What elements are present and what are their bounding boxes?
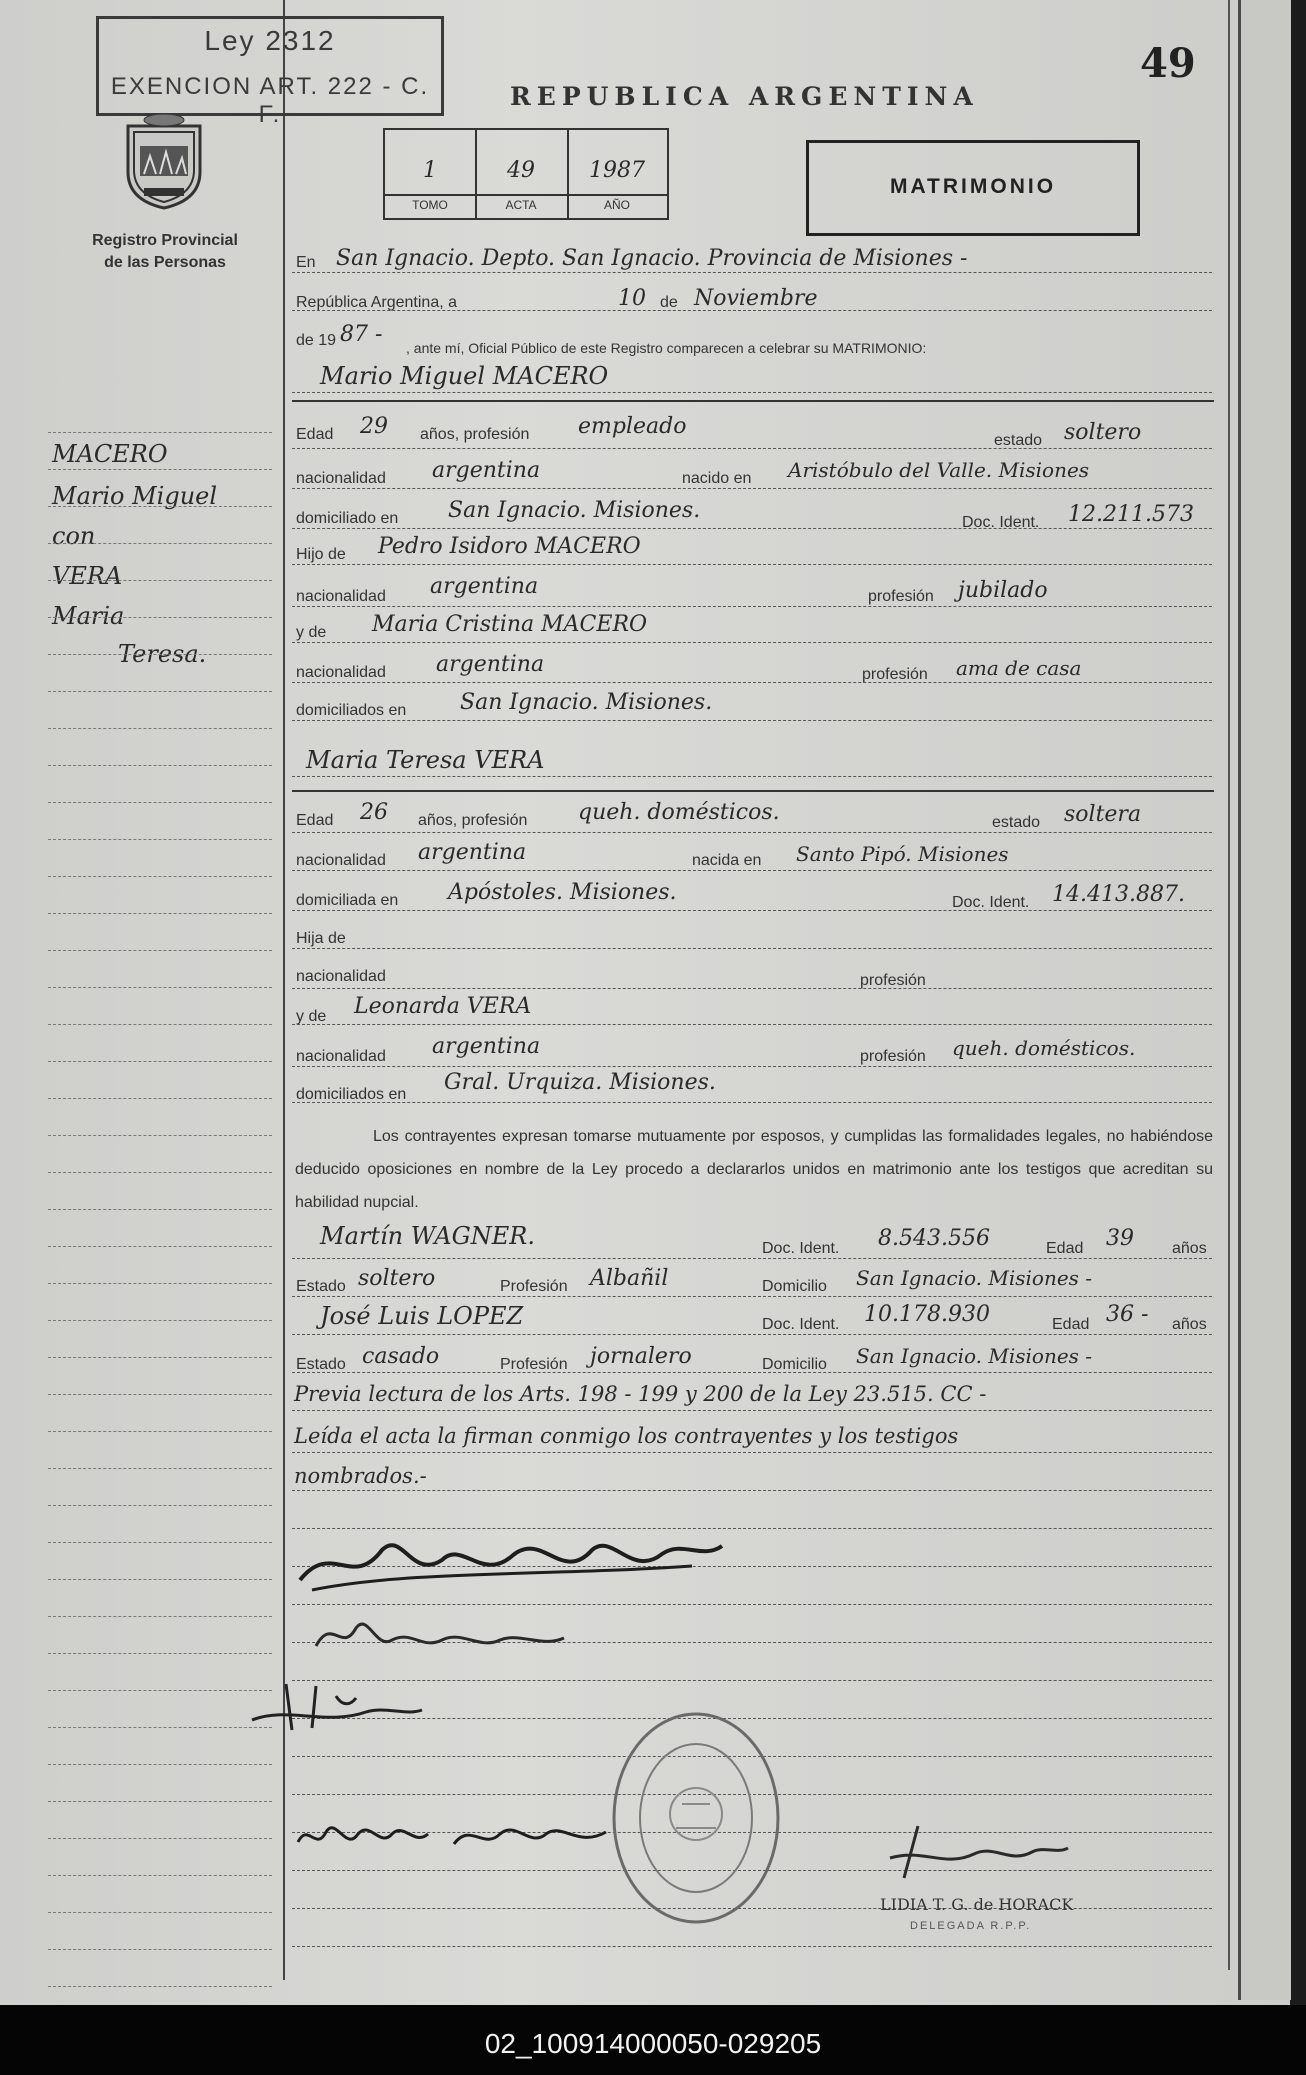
witness1-domicilio: San Ignacio. Misiones - (856, 1266, 1093, 1290)
groom-padre-prof: jubilado (958, 578, 1048, 603)
closing-note-line: Leída el acta la firman conmigo los contrayentes y los testigos (294, 1424, 959, 1448)
margin-rule (48, 1801, 272, 1802)
groom-domicilio: San Ignacio. Misiones. (448, 498, 701, 523)
margin-rule (48, 987, 272, 988)
groom-nacido: Aristóbulo del Valle. Misiones (788, 458, 1090, 482)
rule (292, 870, 1212, 871)
margin-rule (48, 654, 272, 655)
witness1-signature-icon (294, 1812, 614, 1862)
country-title: REPUBLICA ARGENTINA (510, 82, 979, 111)
rule (292, 1024, 1212, 1025)
margin-rule (48, 1764, 272, 1765)
margin-note-line: VERA (52, 562, 123, 590)
margin-rule (48, 1357, 272, 1358)
closing-note-line: Previa lectura de los Arts. 198 - 199 y 200 de la Ley 23.515. CC - (294, 1382, 987, 1406)
bride-madre: Leonarda VERA (354, 994, 532, 1019)
anio-label: AÑO (567, 194, 667, 212)
witness2-estado-label: Estado (296, 1356, 346, 1373)
groom-profesion: empleado (578, 414, 687, 439)
witness2-name: José Luis LOPEZ (320, 1302, 524, 1330)
bride-nacida: Santo Pipó. Misiones (796, 842, 1009, 866)
margin-rule (48, 469, 272, 470)
bride-hija-label: Hija de (296, 930, 346, 947)
margin-rule (48, 1986, 272, 1987)
bride-padre-prof-label: profesión (860, 972, 926, 989)
groom-madre-nac: argentina (436, 652, 545, 677)
groom-name: Mario Miguel MACERO (320, 362, 609, 390)
groom-nacido-label: nacido en (682, 470, 752, 487)
margin-rule (48, 1949, 272, 1950)
margin-rule (48, 432, 272, 433)
anio-cell (567, 130, 667, 218)
rule (292, 392, 1212, 393)
rule (292, 1680, 1212, 1681)
rule (292, 682, 1212, 683)
section-divider (292, 790, 1214, 792)
rule (292, 1604, 1212, 1605)
margin-rule (48, 617, 272, 618)
margin-rule (48, 765, 272, 766)
margin-rule (48, 1024, 272, 1025)
groom-padre-nac: argentina (430, 574, 539, 599)
margin-rule (48, 1838, 272, 1839)
bride-nacida-label: nacida en (692, 852, 762, 869)
rule (292, 310, 1212, 311)
witness2-profesion-label: Profesión (500, 1356, 568, 1373)
bride-padres-dom: Gral. Urquiza. Misiones. (444, 1070, 716, 1095)
closing-note-line: nombrados.- (294, 1464, 427, 1488)
witness1-estado-label: Estado (296, 1278, 346, 1295)
margin-rule (48, 802, 272, 803)
acta-cell (475, 130, 569, 218)
groom-madre: Maria Cristina MACERO (372, 612, 648, 637)
rule (292, 642, 1212, 643)
rule (292, 606, 1212, 607)
margin-rule (48, 1135, 272, 1136)
rule (292, 910, 1212, 911)
witness1-profesion-label: Profesión (500, 1278, 568, 1295)
rule (292, 1946, 1212, 1947)
margin-rule (48, 1542, 272, 1543)
groom-profesion-label: años, profesión (420, 426, 530, 443)
margin-rule (48, 876, 272, 877)
registry-name (50, 230, 280, 274)
anio-value: 1987 (589, 158, 645, 183)
bride-nacionalidad: argentina (418, 840, 527, 865)
witness2-anios-label: años (1172, 1316, 1207, 1333)
rule (292, 776, 1212, 777)
margin-rule (48, 839, 272, 840)
acta-label: ACTA (475, 194, 567, 212)
right-border (1228, 0, 1230, 1970)
de-label: de (660, 294, 678, 311)
rule (292, 1372, 1212, 1373)
bride-padre-nac-label: nacionalidad (296, 968, 386, 985)
margin-note-line: Mario Miguel (52, 482, 218, 510)
margin-rule (48, 950, 272, 951)
bride-estado: soltera (1064, 802, 1142, 827)
margin-rule (48, 1209, 272, 1210)
rule (292, 1066, 1212, 1067)
groom-edad-label: Edad (296, 426, 334, 443)
rule (292, 272, 1212, 273)
margin-rule (48, 1431, 272, 1432)
groom-nacionalidad-label: nacionalidad (296, 470, 386, 487)
margin-rule (48, 1061, 272, 1062)
witness2-profesion: jornalero (590, 1344, 692, 1369)
groom-padre-nac-label: nacionalidad (296, 588, 386, 605)
groom-padres-dom: San Ignacio. Misiones. (460, 690, 713, 715)
page-edge (1238, 0, 1291, 2000)
bride-domicilio-label: domiciliada en (296, 892, 399, 909)
rule (292, 488, 1212, 489)
margin-rule (48, 1912, 272, 1913)
witness2-signature-icon (246, 1676, 426, 1736)
rule (292, 832, 1212, 833)
groom-domicilio-label: domiciliado en (296, 510, 399, 527)
margin-rule (48, 1616, 272, 1617)
exemption-stamp (96, 16, 444, 128)
margin-rule (48, 1875, 272, 1876)
bride-profesion: queh. domésticos. (578, 800, 780, 825)
rule (292, 720, 1212, 721)
groom-doc: 12.211.573 (1068, 502, 1194, 527)
margin-rule (48, 1727, 272, 1728)
witness1-edad-label: Edad (1046, 1240, 1084, 1257)
witness1-profesion: Albañil (590, 1266, 669, 1291)
place-value: San Ignacio. Depto. San Ignacio. Provincia de Misiones - (336, 246, 968, 271)
groom-madre-nac-label: nacionalidad (296, 664, 386, 681)
bride-padres-dom-label: domiciliados en (296, 1086, 407, 1103)
acta-value: 49 (507, 158, 535, 183)
bride-signature-icon (312, 1610, 572, 1660)
bride-doc-label: Doc. Ident. (952, 894, 1030, 911)
groom-nacionalidad: argentina (432, 458, 541, 483)
witness2-doc-label: Doc. Ident. (762, 1316, 840, 1333)
witness1-name: Martín WAGNER. (320, 1222, 535, 1250)
margin-rule (48, 1505, 272, 1506)
margin-note-line: con (52, 522, 96, 550)
rule (292, 988, 1212, 989)
margin-rule (48, 1283, 272, 1284)
margin-rule (48, 1098, 272, 1099)
witness1-doc: 8.543.556 (878, 1226, 990, 1251)
republica-label: República Argentina, a (296, 294, 457, 311)
margin-rule (48, 1394, 272, 1395)
margin-rule (48, 1246, 272, 1247)
bride-profesion-label: años, profesión (418, 812, 528, 829)
officer-role: DELEGADA R.P.P. (910, 1920, 1032, 1932)
oficial-text: , ante mí, Oficial Público de este Registro comparecen a celebrar su MATRIMONIO: (406, 340, 927, 356)
bride-name: Maria Teresa VERA (306, 746, 545, 774)
en-label: En (296, 254, 316, 271)
stamp-exemption: EXENCION ART. 222 - C. F. (110, 73, 430, 128)
declaration-body: Los contrayentes expresan tomarse mutuamente por esposos, y cumplidas las formalidades legales, no habiéndose deducido oposiciones en nombre de la Ley procedo a declararlos unidos en matrimonio ante los testigos que acreditan su habilidad nupcial. (295, 1128, 1213, 1211)
witness2-domicilio: San Ignacio. Misiones - (856, 1344, 1093, 1368)
page-number: 49 (1140, 40, 1196, 87)
rule (292, 1102, 1212, 1103)
witness1-doc-label: Doc. Ident. (762, 1240, 840, 1257)
rule (292, 948, 1212, 949)
tomo-label: TOMO (385, 194, 475, 212)
margin-rule (48, 728, 272, 729)
scan-file-code: 02_100914000050-029205 (484, 2028, 822, 2059)
bride-madre-prof-label: profesión (860, 1048, 926, 1065)
groom-estado: soltero (1064, 420, 1142, 445)
witness2-estado: casado (362, 1344, 440, 1369)
rule (292, 1258, 1212, 1259)
year-suffix: 87 - (340, 322, 383, 347)
witness2-doc: 10.178.930 (864, 1302, 990, 1327)
witness2-edad: 36 - (1106, 1302, 1149, 1327)
groom-padre: Pedro Isidoro MACERO (378, 534, 641, 559)
margin-note-line: MACERO (52, 440, 168, 468)
rule (292, 448, 1212, 449)
declaration-text (295, 1120, 1213, 1219)
margin-rule (48, 1320, 272, 1321)
bride-yde-label: y de (296, 1008, 327, 1025)
stamp-law: Ley 2312 (204, 25, 336, 56)
month-value: Noviembre (694, 286, 818, 311)
groom-signature-icon (292, 1520, 732, 1600)
year-prefix: de 19 (296, 332, 337, 349)
registry-seal-icon (610, 1708, 782, 1928)
bride-edad: 26 (360, 800, 388, 825)
margin-rule (48, 1468, 272, 1469)
bride-nacionalidad-label: nacionalidad (296, 852, 386, 869)
officer-signature-icon (884, 1818, 1074, 1888)
rule (292, 1410, 1212, 1411)
margin-rule (48, 543, 272, 544)
bride-madre-prof: queh. domésticos. (952, 1036, 1136, 1060)
witness2-domicilio-label: Domicilio (762, 1356, 827, 1373)
registry-name-line1: Registro Provincial (92, 232, 238, 249)
groom-edad: 29 (360, 414, 388, 439)
provincial-emblem-icon (118, 112, 210, 212)
groom-estado-label: estado (994, 432, 1043, 449)
margin-rule (48, 1579, 272, 1580)
margin-note-line: Maria (52, 602, 125, 630)
acta-reference-table (383, 128, 669, 220)
tomo-cell (385, 130, 477, 218)
witness1-edad: 39 (1106, 1226, 1134, 1251)
witness1-estado: soltero (358, 1266, 436, 1291)
groom-yde-label: y de (296, 624, 327, 641)
margin-rule (48, 506, 272, 507)
margin-rule (48, 1172, 272, 1173)
groom-padres-dom-label: domiciliados en (296, 702, 407, 719)
rule (292, 1296, 1212, 1297)
act-type-box (806, 140, 1140, 236)
groom-madre-prof: ama de casa (956, 656, 1082, 680)
registry-name-line2: de las Personas (104, 254, 226, 271)
witness1-domicilio-label: Domicilio (762, 1278, 827, 1295)
section-divider (292, 400, 1214, 402)
rule (292, 564, 1212, 565)
margin-rule (48, 691, 272, 692)
bride-estado-label: estado (992, 814, 1041, 831)
margin-note-line: Teresa. (118, 640, 207, 668)
witness1-anios-label: años (1172, 1240, 1207, 1257)
witness2-edad-label: Edad (1052, 1316, 1090, 1333)
margin-rule (48, 580, 272, 581)
margin-rule (48, 913, 272, 914)
margin-rule (48, 1690, 272, 1691)
bride-doc: 14.413.887. (1052, 882, 1185, 907)
bride-edad-label: Edad (296, 812, 334, 829)
day-value: 10 (618, 286, 646, 311)
officer-name: LIDIA T. G. de HORACK (880, 1895, 1074, 1914)
rule (292, 1334, 1212, 1335)
bride-madre-nac: argentina (432, 1034, 541, 1059)
groom-padre-prof-label: profesión (868, 588, 934, 605)
groom-madre-prof-label: profesión (862, 666, 928, 683)
groom-doc-label: Doc. Ident. (962, 514, 1040, 531)
bride-madre-nac-label: nacionalidad (296, 1048, 386, 1065)
margin-rule (48, 1653, 272, 1654)
rule (292, 1490, 1212, 1491)
act-type: MATRIMONIO (889, 175, 1057, 198)
bride-domicilio: Apóstoles. Misiones. (448, 880, 677, 905)
groom-hijo-label: Hijo de (296, 546, 346, 563)
rule (292, 1452, 1212, 1453)
tomo-value: 1 (423, 158, 437, 183)
rule (292, 528, 1212, 529)
